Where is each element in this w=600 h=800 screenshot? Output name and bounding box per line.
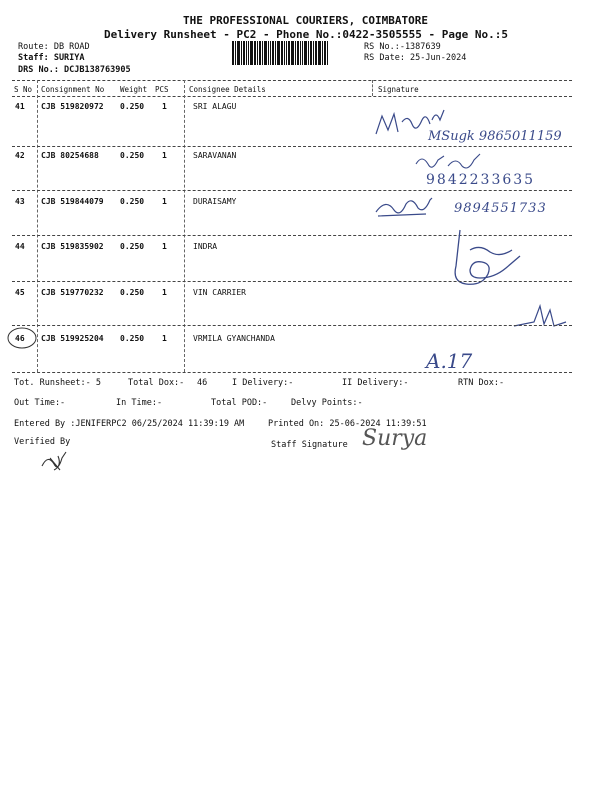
company-title: THE PROFESSIONAL COURIERS, COIMBATORE [183,14,429,27]
row-sno: 46 [15,334,25,343]
row-weight: 0.250 [120,197,145,206]
row-consignee: VIN CARRIER [193,288,246,297]
rs-date: RS Date: 25-Jun-2024 [364,53,467,63]
col-sno-header: S No [14,85,33,94]
row-consignee: VRMILA GYANCHANDA [193,334,275,343]
signature-phone: 9842233635 [426,172,536,188]
signature-mark: A.17 [426,349,473,373]
row-divider [12,281,572,282]
row-pcs: 1 [162,151,167,160]
route-label: Route: DB ROAD [18,42,90,52]
staff-signature-label: Staff Signature [271,440,348,450]
row-weight: 0.250 [120,334,145,343]
row-divider [12,146,572,147]
i-delivery: I Delivery:- [232,378,294,388]
row-pcs: 1 [162,288,167,297]
row-consignment: CJB 519835902 [41,242,104,251]
staff-label: Staff: SURIYA [18,53,85,63]
entered-by: Entered By :JENIFERPC2 06/25/2024 11:39:19 AM [14,419,245,429]
row-pcs: 1 [162,334,167,343]
row-divider [12,325,572,326]
row-sno: 45 [15,288,25,297]
header-top-rule [12,80,572,81]
tot-runsheet: Tot. Runsheet:- 5 [14,378,101,388]
ii-delivery: II Delivery:- [342,378,409,388]
col-consignment-header: Consignment No [41,85,105,94]
signature-phone: MSugk 9865011159 [428,129,562,144]
row-pcs: 1 [162,102,167,111]
signature-phone: 9894551733 [454,201,547,216]
row-sno: 42 [15,151,25,160]
row-consignee: SARAVANAN [193,151,237,160]
col-divider [184,80,185,372]
row-consignment: CJB 519770232 [41,288,104,297]
signature-image [368,190,578,224]
row-consignment: CJB 80254688 [41,151,99,160]
row-pcs: 1 [162,242,167,251]
row-consignment: CJB 519820972 [41,102,104,111]
row-pcs: 1 [162,197,167,206]
col-consignee-header: Consignee Details [189,85,266,94]
rtn-dox: RTN Dox:- [458,378,505,388]
row-consignee: SRI ALAGU [193,102,237,111]
row-sno: 44 [15,242,25,251]
staff-signature: Surya [362,426,428,451]
signature-image [510,302,570,332]
drs-number: DRS No.: DCJB138763905 [18,65,131,75]
row-sno: 41 [15,102,25,111]
total-pod: Total POD:- [211,398,268,408]
row-sno: 43 [15,197,25,206]
total-dox-value: 46 [197,378,208,388]
printed-on: Printed On: 25-06-2024 11:39:51 [268,419,427,429]
signature-image [420,344,480,374]
row-weight: 0.250 [120,242,145,251]
header-bottom-rule [12,96,572,97]
row-consignment: CJB 519925204 [41,334,104,343]
verifier-signature [38,448,74,474]
total-dox-label: Total Dox:- [128,378,185,388]
delvy-points: Delvy Points:- [291,398,363,408]
signature-image [440,226,530,288]
col-weight-header: Weight [120,85,148,94]
table-bottom-rule [12,372,572,373]
verified-by: Verified By [14,437,71,447]
col-pcs-header: PCS [155,85,169,94]
row-weight: 0.250 [120,102,145,111]
col-divider [372,80,373,96]
col-signature-header: Signature [378,85,419,94]
row-consignee: INDRA [193,242,218,251]
row-consignee: DURAISAMY [193,197,237,206]
row-weight: 0.250 [120,288,145,297]
in-time: In Time:- [116,398,163,408]
row-consignment: CJB 519844079 [41,197,104,206]
rs-number: RS No.:-1387639 [364,42,441,52]
row-weight: 0.250 [120,151,145,160]
signature-image [400,150,575,190]
out-time: Out Time:- [14,398,66,408]
signature-image [370,100,562,144]
runsheet-title: Delivery Runsheet - PC2 - Phone No.:0422-3505555 - Page No.:5 [104,28,508,41]
barcode [232,41,352,65]
